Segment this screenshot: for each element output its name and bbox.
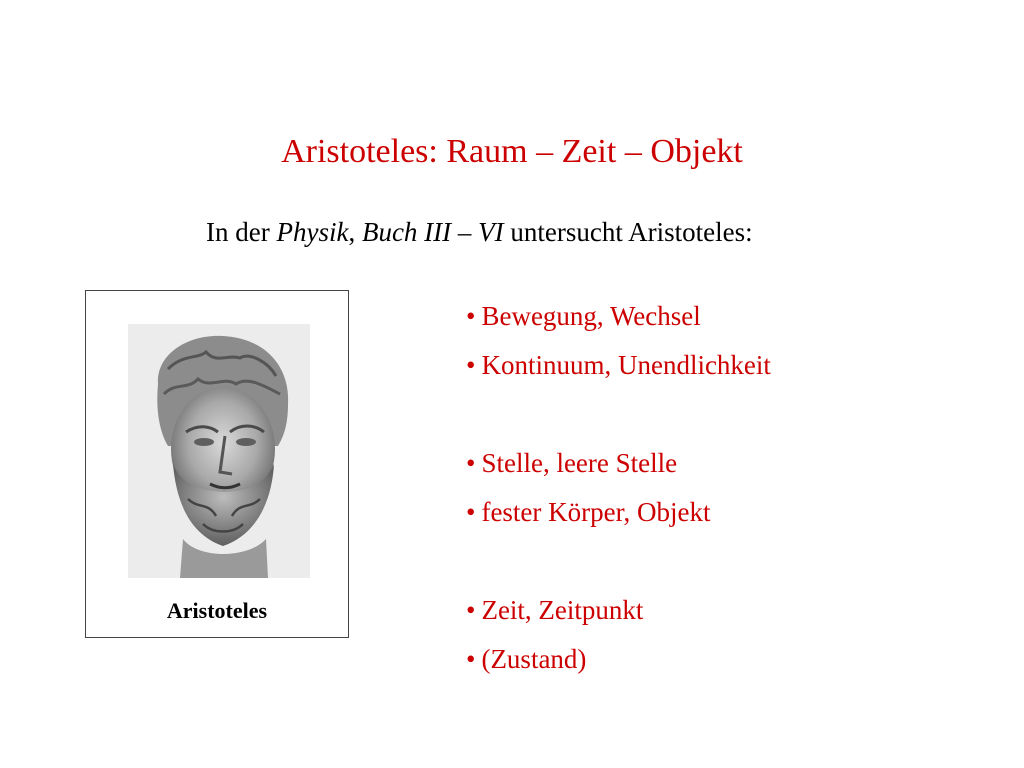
bullet-dot-icon: • bbox=[466, 301, 476, 331]
topic-item bbox=[466, 345, 771, 394]
slide-title: Aristoteles: Raum – Zeit – Objekt bbox=[281, 133, 743, 170]
bullet-dot-icon: • bbox=[466, 350, 476, 380]
aristotle-bust-image bbox=[128, 324, 310, 578]
portrait-caption: Aristoteles bbox=[166, 598, 268, 623]
subtitle-work-title: Physik bbox=[276, 217, 349, 247]
topic-item-label: (Zustand) bbox=[481, 644, 587, 674]
topic-item-label: Bewegung, Wechsel bbox=[481, 301, 701, 331]
topic-item bbox=[466, 590, 771, 639]
subtitle-suffix: untersucht Aristoteles: bbox=[503, 217, 753, 247]
topic-list bbox=[466, 296, 771, 688]
bullet-dot-icon: • bbox=[466, 497, 476, 527]
portrait-frame bbox=[85, 290, 349, 638]
bullet-dot-icon: • bbox=[466, 448, 476, 478]
topic-item-label: fester Körper, Objekt bbox=[481, 497, 711, 527]
topic-item-label: Stelle, leere Stelle bbox=[481, 448, 678, 478]
subtitle-prefix: In der bbox=[206, 217, 277, 247]
bullet-dot-icon: • bbox=[466, 595, 476, 625]
topic-item bbox=[466, 443, 771, 492]
subtitle-books: Buch III – VI bbox=[361, 217, 504, 247]
topic-item-label: Kontinuum, Unendlichkeit bbox=[481, 350, 771, 380]
topic-item bbox=[466, 296, 771, 345]
bullet-dot-icon: • bbox=[466, 644, 476, 674]
slide-subtitle bbox=[206, 212, 753, 252]
subtitle-comma: , bbox=[348, 217, 362, 247]
topic-item bbox=[466, 639, 771, 688]
topic-item bbox=[466, 492, 771, 541]
topic-item-label: Zeit, Zeitpunkt bbox=[481, 595, 644, 625]
